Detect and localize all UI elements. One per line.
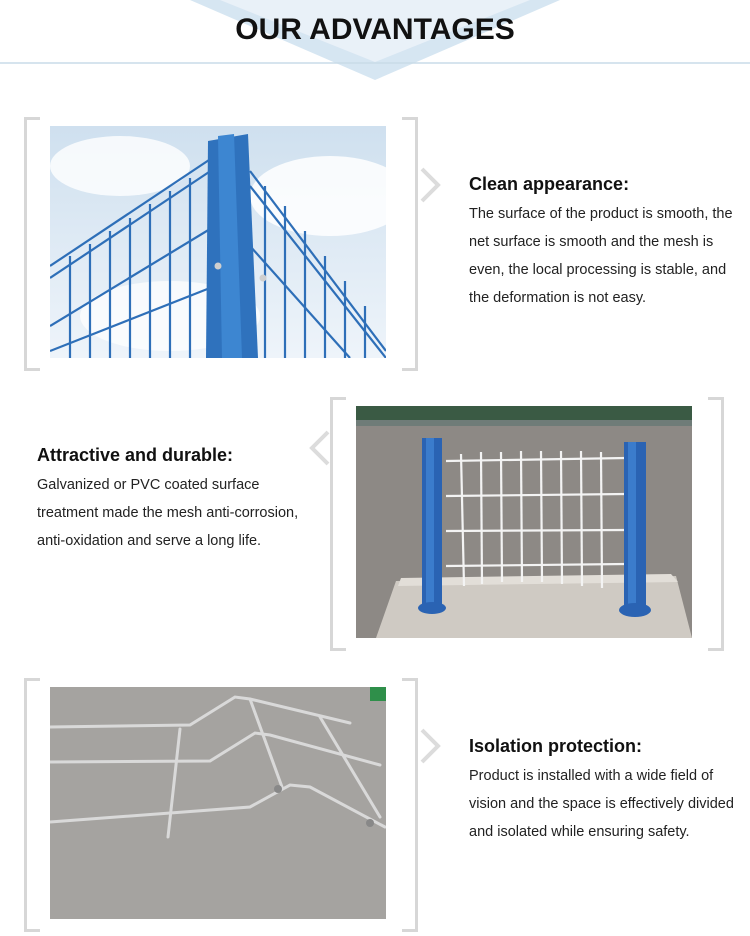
chevron-right-icon <box>416 165 446 205</box>
feature-title: Clean appearance: <box>469 174 630 194</box>
photo-frame-left-bracket <box>24 678 40 932</box>
wire-mesh-closeup-image <box>50 687 386 919</box>
feature-title: Attractive and durable: <box>37 445 234 465</box>
photo-frame-right-bracket <box>402 117 418 371</box>
page-title: OUR ADVANTAGES <box>235 13 515 46</box>
photo-frame-left-bracket <box>24 117 40 371</box>
photo-frame-right-bracket <box>402 678 418 932</box>
feature-text-2 <box>37 444 307 555</box>
chevron-right-icon <box>416 726 446 766</box>
chevron-left-icon <box>304 428 334 468</box>
fence-panel-sample-image <box>356 406 692 638</box>
feature-text-1 <box>469 173 739 312</box>
blue-fence-corner-image <box>50 126 386 358</box>
feature-text-3 <box>469 735 739 846</box>
photo-frame-right-bracket <box>708 397 724 651</box>
feature-description: The surface of the product is smooth, the net surface is smooth and the mesh is even, the local processing is stable, and the deformation is not easy. <box>469 206 733 306</box>
feature-description: Galvanized or PVC coated surface treatment made the mesh anti-corrosion, anti-oxidation and serve a long life. <box>37 477 299 549</box>
feature-description: Product is installed with a wide field of vision and the space is effectively divided and isolated while ensuring safety. <box>469 768 734 840</box>
feature-title: Isolation protection: <box>469 736 642 756</box>
